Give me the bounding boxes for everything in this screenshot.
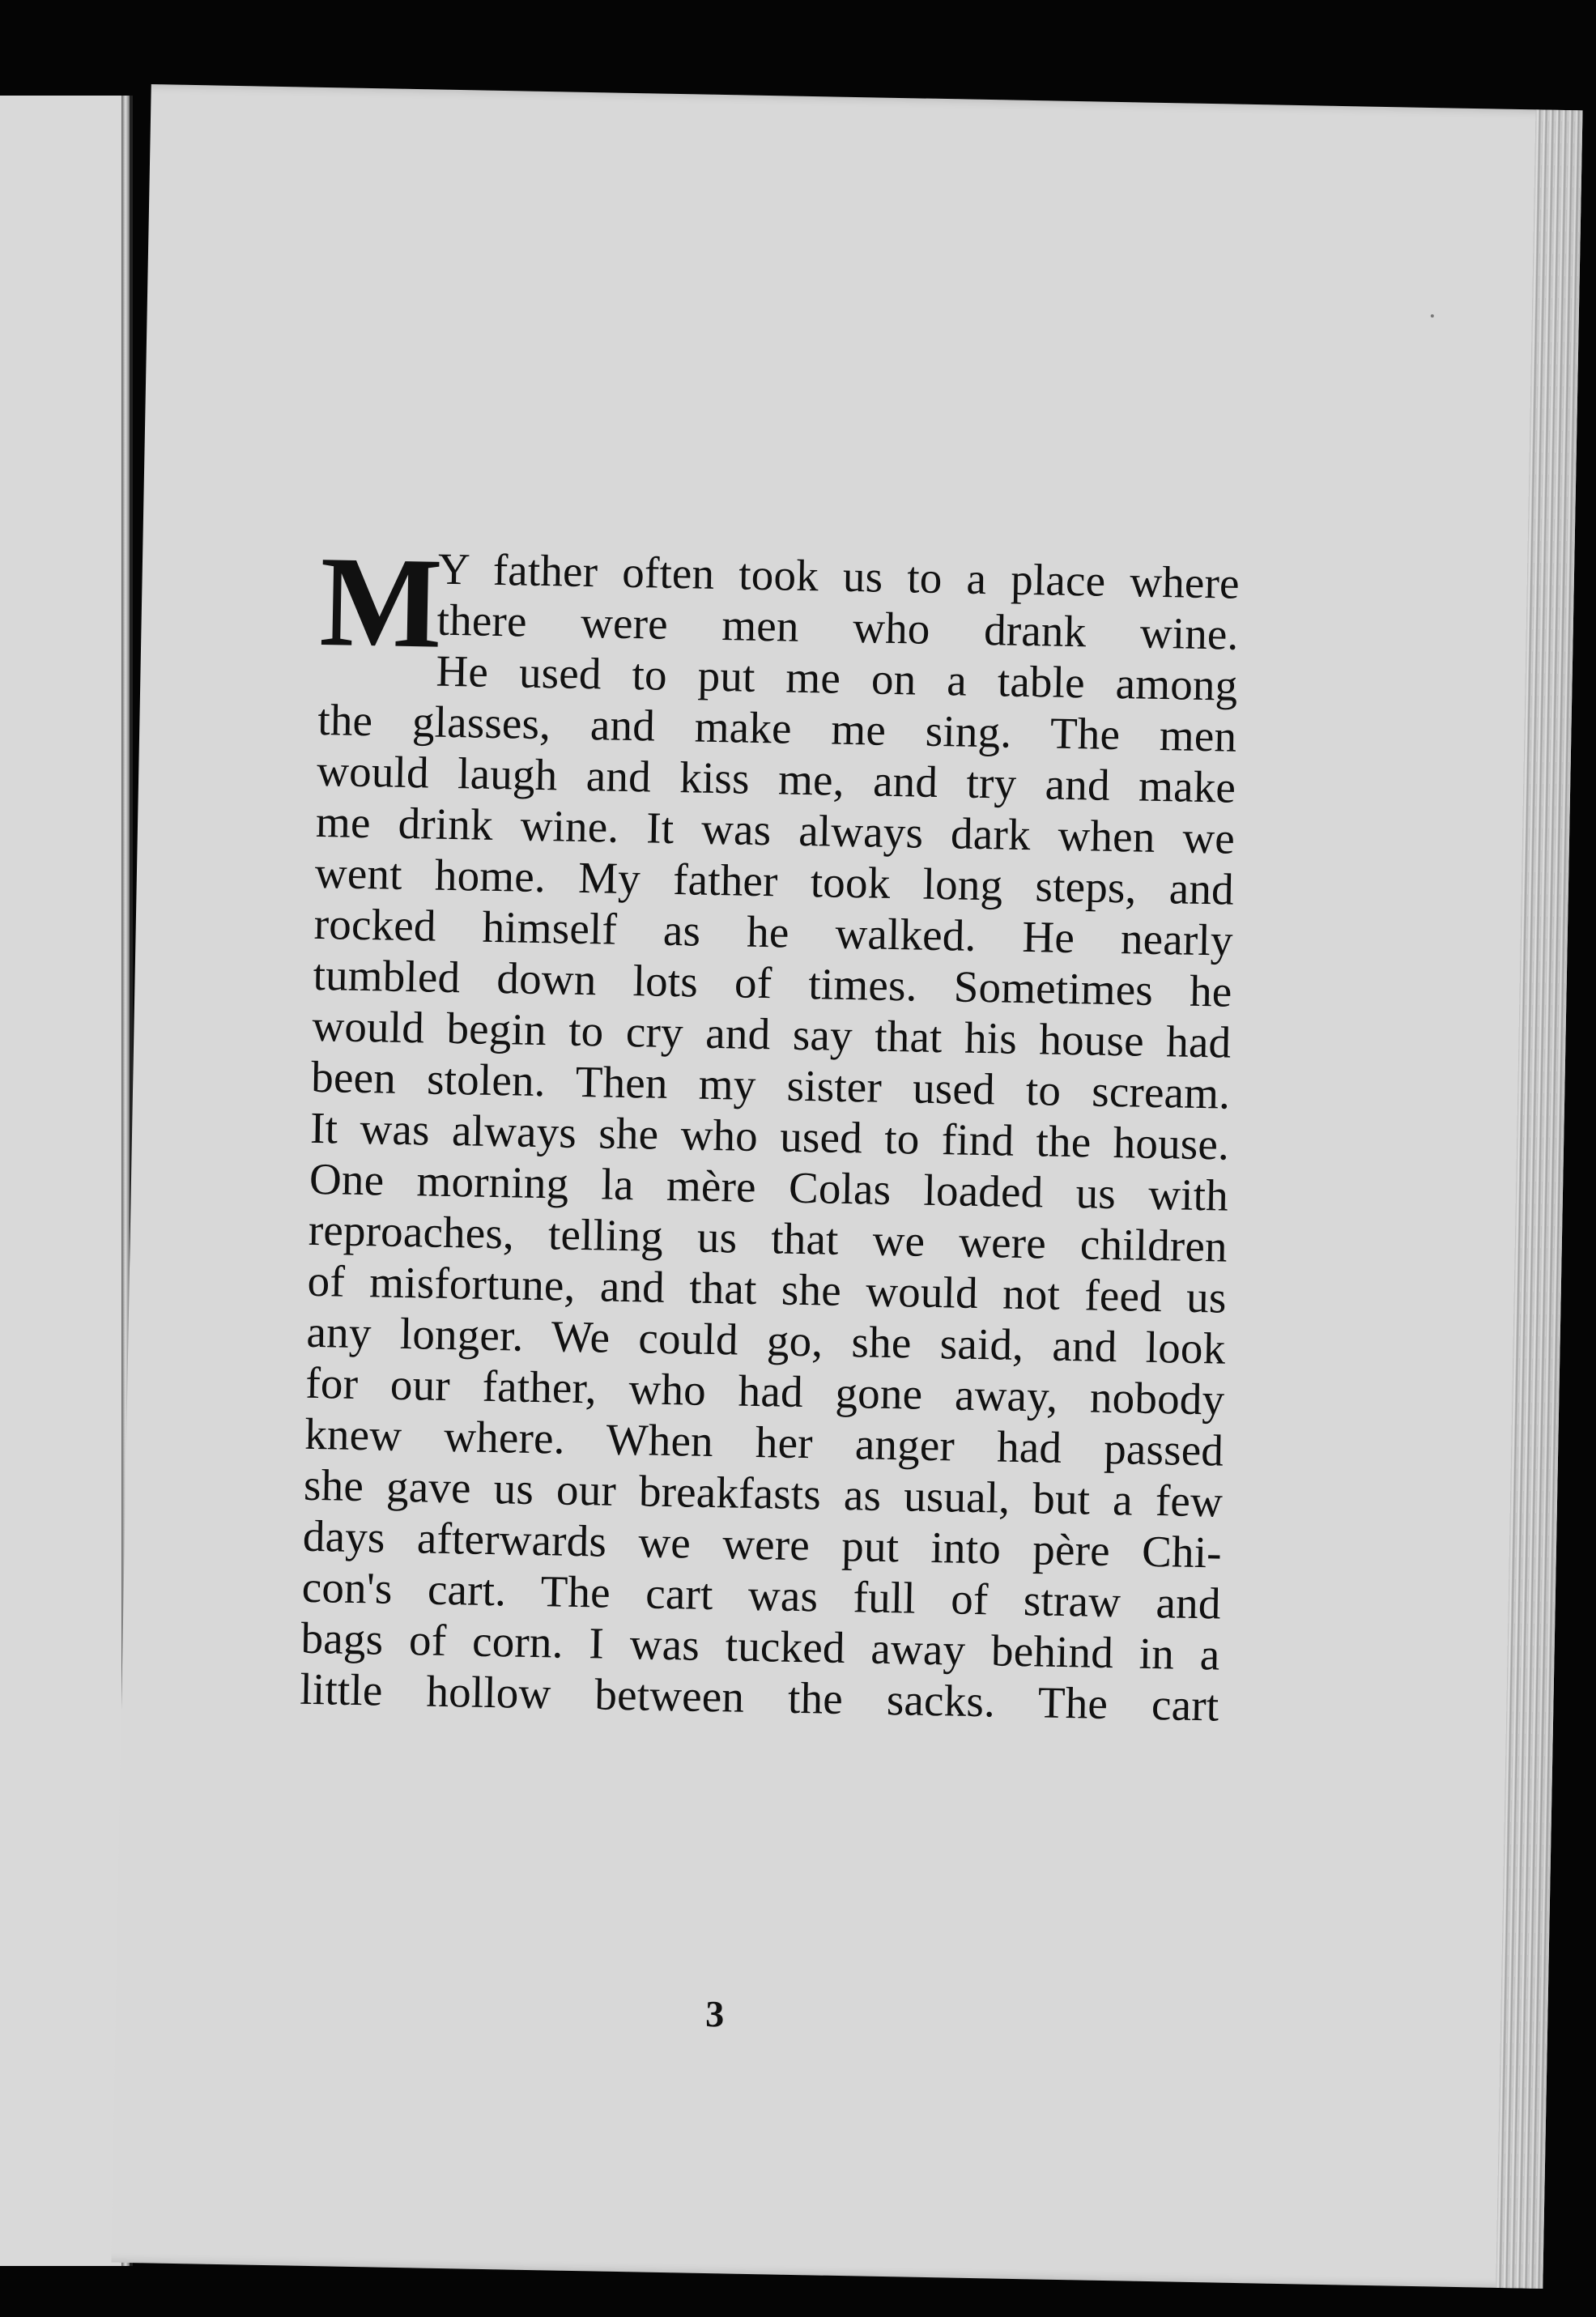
text-line: for our father, who had gone away, nobody bbox=[304, 1357, 1225, 1425]
text-line: reproaches, telling us that we were children bbox=[308, 1204, 1228, 1271]
text-line: rocked himself as he walked. He nearly bbox=[313, 898, 1234, 965]
text-line: been stolen. Then my sister used to scream. bbox=[310, 1051, 1231, 1118]
page-speck bbox=[1431, 314, 1434, 317]
text-line: con's cart. The cart was full of straw and bbox=[301, 1561, 1222, 1629]
text-line: tumbled down lots of times. Sometimes he bbox=[313, 949, 1233, 1016]
page-number: 3 bbox=[704, 1992, 725, 2035]
text-line: days afterwards we were put into père Chi- bbox=[302, 1510, 1223, 1578]
text-line: the glasses, and make me sing. The men bbox=[317, 694, 1237, 761]
text-line: there were men who drank wine. bbox=[436, 594, 1240, 659]
text-line: Y father often took us to a place where bbox=[437, 543, 1241, 608]
text-line: would begin to cry and say that his house had bbox=[311, 1000, 1232, 1067]
body-text bbox=[299, 528, 1241, 1731]
text-line: went home. My father took long steps, and bbox=[314, 847, 1235, 914]
text-line: little hollow between the sacks. The cart bbox=[299, 1663, 1219, 1731]
text-line: He used to put me on a table among bbox=[436, 645, 1238, 710]
text-line: me drink wine. It was always dark when we bbox=[315, 796, 1236, 863]
book-page bbox=[112, 84, 1583, 2289]
text-line: of misfortune, and that she would not feed us bbox=[307, 1255, 1228, 1322]
text-line: she gave us our breakfasts as usual, but a few bbox=[303, 1459, 1224, 1527]
text-line: One morning la mère Colas loaded us with bbox=[309, 1153, 1229, 1220]
drop-cap: M bbox=[318, 528, 444, 675]
text-line: bags of corn. I was tucked away behind in a bbox=[300, 1612, 1221, 1680]
left-page-edge bbox=[0, 96, 133, 2266]
text-line: It was always she who used to find the house. bbox=[309, 1102, 1230, 1169]
text-line: any longer. We could go, she said, and look bbox=[306, 1306, 1226, 1374]
text-line: would laugh and kiss me, and try and make bbox=[316, 745, 1236, 812]
text-line: knew where. When her anger had passed bbox=[304, 1408, 1224, 1476]
page-edge-stack bbox=[1496, 109, 1582, 2289]
